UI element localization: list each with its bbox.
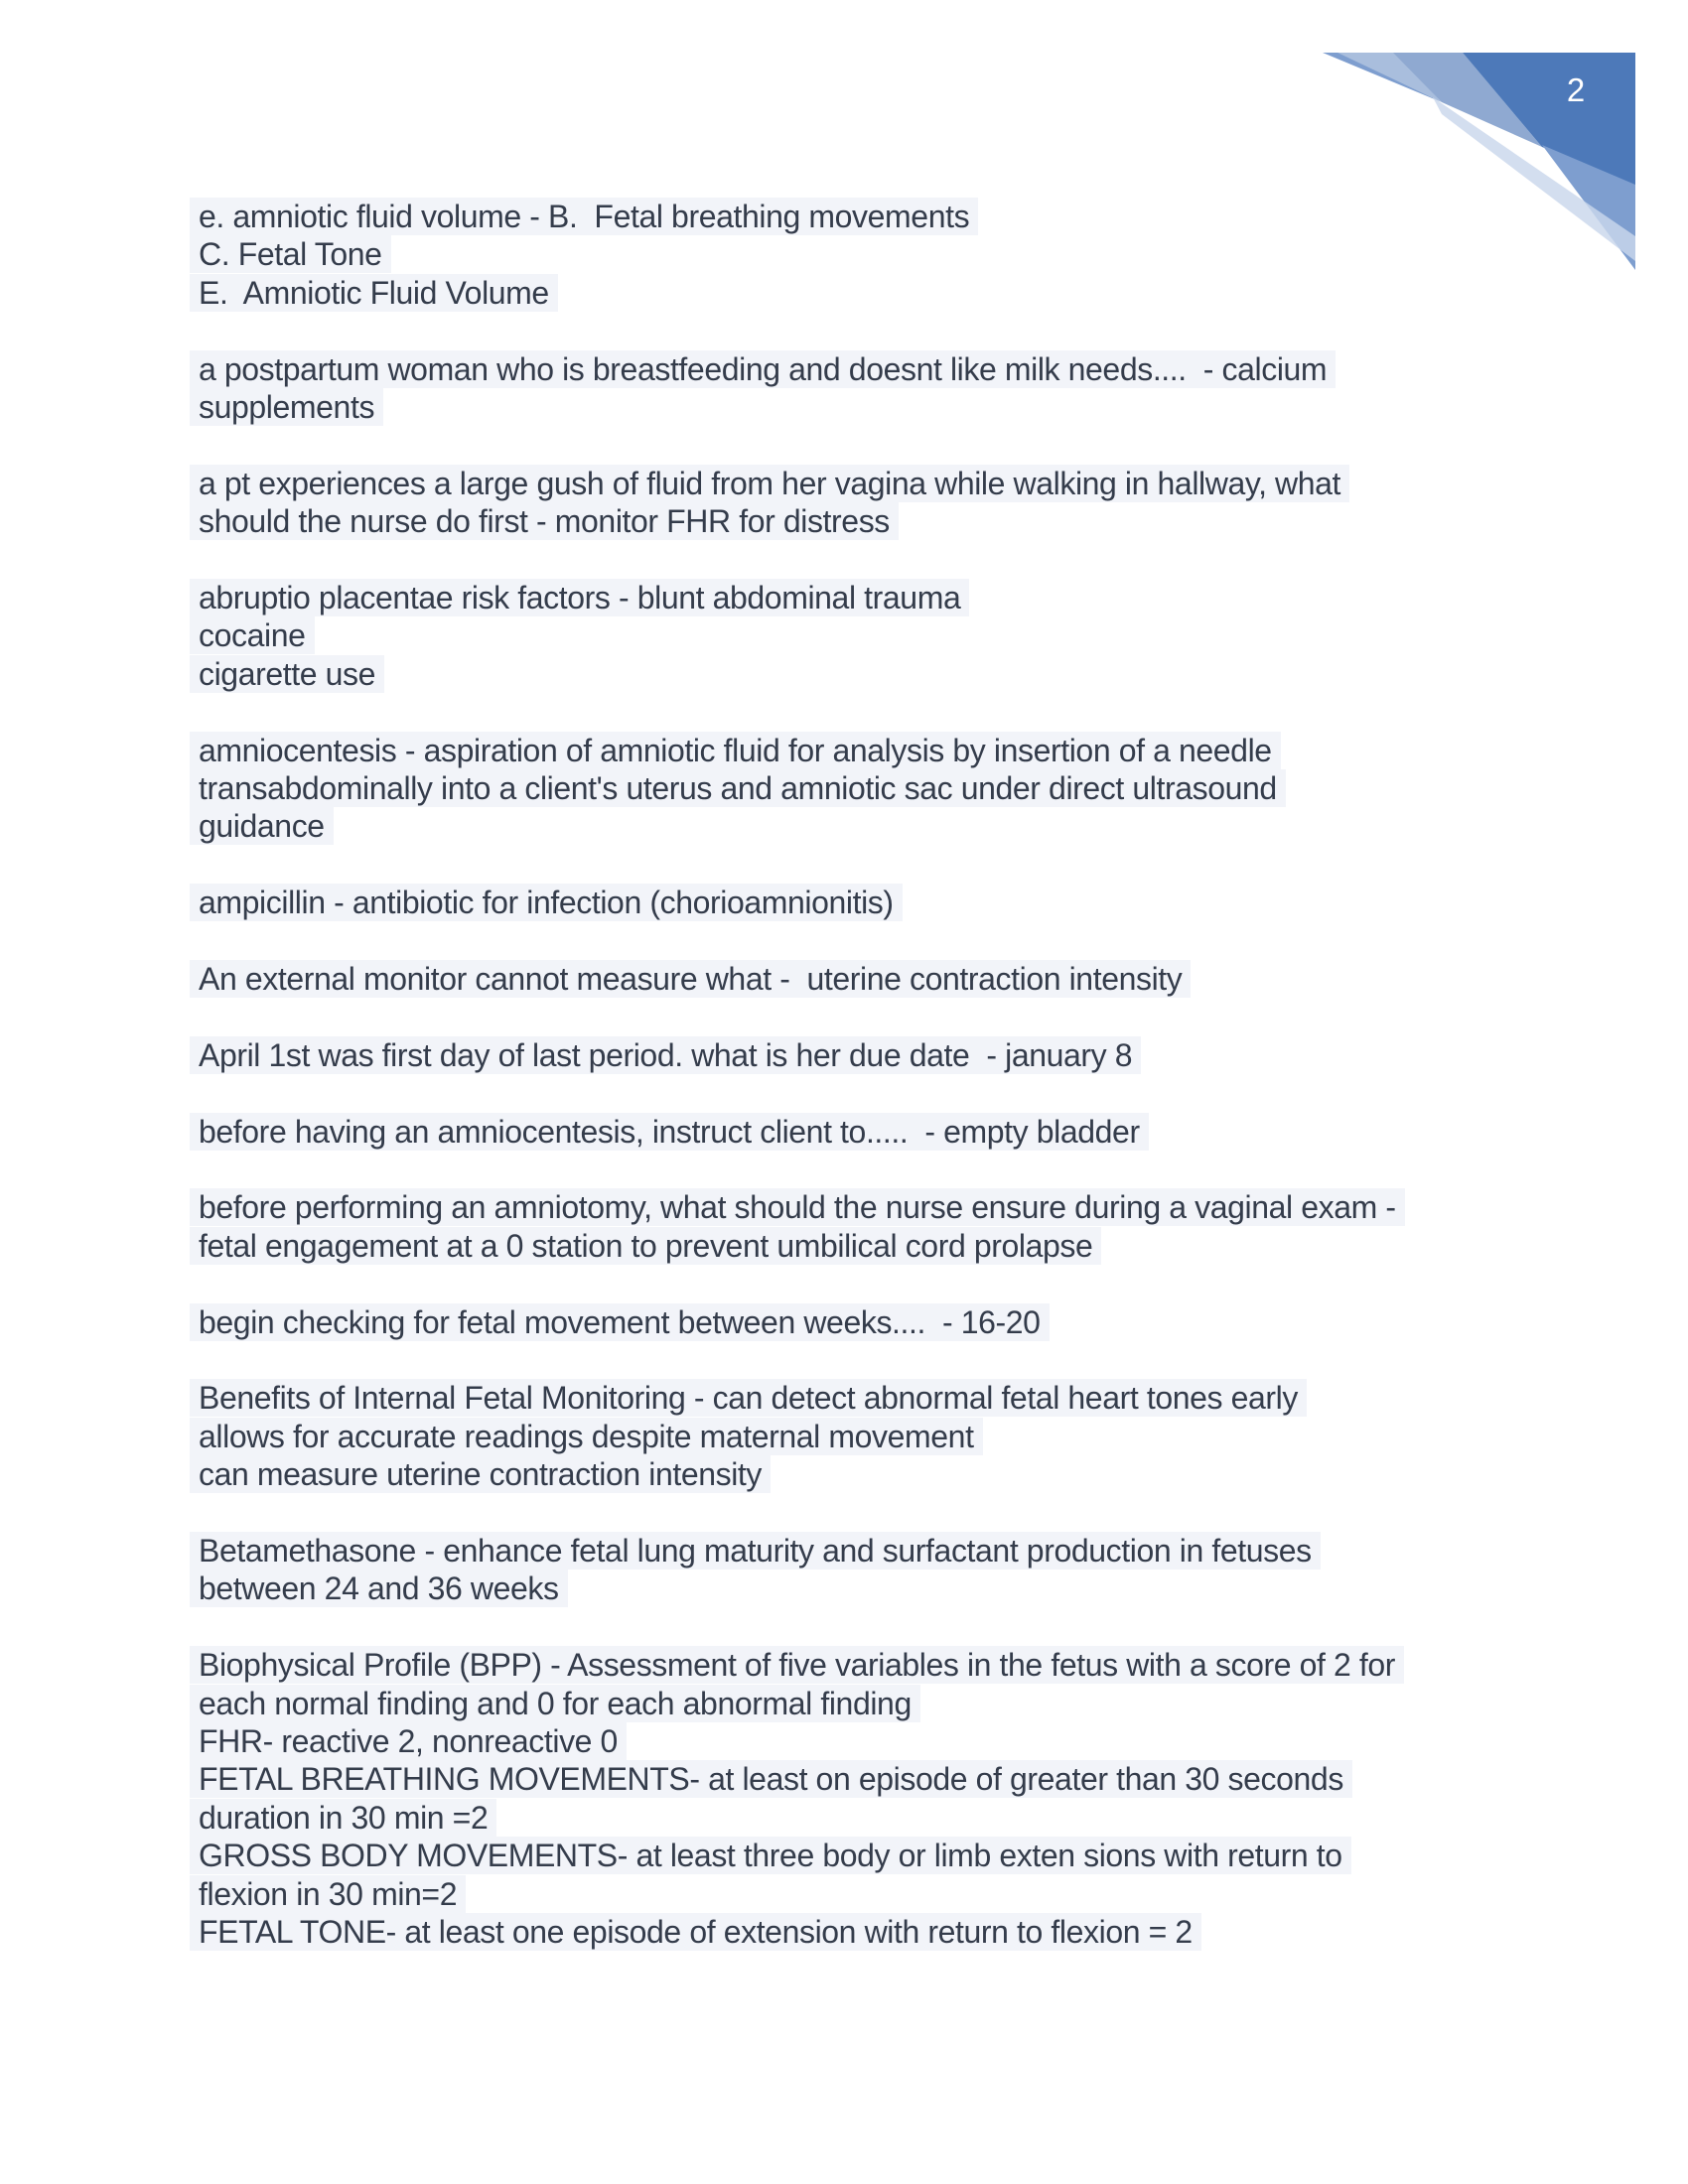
text-block [199,465,1396,541]
highlighted-text: each normal finding and 0 for each abnormal finding [199,1685,912,1721]
highlighted-text: allows for accurate readings despite maternal movement [199,1418,974,1454]
highlighted-text: a postpartum woman who is breastfeeding and doesnt like milk needs.... - calcium [199,350,1328,387]
highlighted-text: Betamethasone - enhance fetal lung maturity and surfactant production in fetuses [199,1533,1312,1570]
text-block [199,1532,1396,1608]
highlighted-text: before having an amniocentesis, instruct client to..... - empty bladder [199,1113,1140,1150]
text-line [199,884,1396,921]
highlighted-text: begin checking for fetal movement between weeks.... - 16-20 [199,1303,1041,1340]
text-line [199,1227,1396,1265]
text-line [199,388,1396,426]
text-line [199,502,1396,540]
highlighted-text: April 1st was first day of last period. what is her due date - january 8 [199,1036,1133,1073]
highlighted-text: amniocentesis - aspiration of amniotic fluid for analysis by insertion of a needle [199,732,1272,768]
highlighted-text: duration in 30 min =2 [199,1799,489,1836]
highlighted-text: should the nurse do first - monitor FHR for distress [199,503,890,540]
highlighted-text: E. Amniotic Fluid Volume [199,274,549,311]
text-line [199,807,1396,845]
highlighted-text: GROSS BODY MOVEMENTS- at least three body or limb exten sions with return to [199,1838,1342,1874]
text-block [199,884,1396,921]
highlighted-text: can measure uterine contraction intensity [199,1456,763,1493]
highlighted-text: transabdominally into a client's uterus and amniotic sac under direct ultrasound [199,770,1277,807]
highlighted-text: FHR- reactive 2, nonreactive 0 [199,1723,618,1760]
highlighted-text: a pt experiences a large gush of fluid from her vagina while walking in hallway, what [199,465,1341,501]
text-block [199,198,1396,312]
text-line [199,1837,1396,1874]
text-block [199,1188,1396,1265]
highlighted-text: e. amniotic fluid volume - B. Fetal breathing movements [199,199,970,234]
highlighted-text: Benefits of Internal Fetal Monitoring - can detect abnormal fetal heart tones early [199,1380,1298,1417]
text-line [199,1722,1396,1760]
text-block [199,732,1396,846]
text-block [199,1379,1396,1493]
text-line [199,1570,1396,1607]
highlighted-text: cigarette use [199,655,376,692]
page-number: 2 [1566,71,1586,108]
text-line [199,1379,1396,1417]
highlighted-text: An external monitor cannot measure what - uterine contraction intensity [199,961,1183,998]
highlighted-text: FETAL BREATHING MOVEMENTS- at least on episode of greater than 30 seconds [199,1761,1343,1798]
highlighted-text: guidance [199,808,325,845]
text-line [199,769,1396,807]
text-line [199,960,1396,998]
text-line [199,1303,1396,1341]
highlighted-text: abruptio placentae risk factors - blunt abdominal trauma [199,580,961,616]
text-block [199,579,1396,693]
text-line [199,1760,1396,1798]
text-block [199,960,1396,998]
text-line [199,655,1396,693]
text-line [199,616,1396,654]
text-line [199,465,1396,502]
highlighted-text: C. Fetal Tone [199,236,382,273]
text-line [199,1455,1396,1493]
highlighted-text: ampicillin - antibiotic for infection (chorioamnionitis) [199,885,894,921]
text-line [199,1188,1396,1226]
highlighted-text: flexion in 30 min=2 [199,1875,458,1912]
highlighted-text: Biophysical Profile (BPP) - Assessment of five variables in the fetus with a score of 2 for [199,1647,1396,1684]
highlighted-text: between 24 and 36 weeks [199,1570,559,1607]
text-line [199,1685,1396,1722]
highlighted-text: supplements [199,389,375,426]
text-line [199,350,1396,388]
text-line [199,1113,1396,1151]
text-block [199,1036,1396,1074]
text-line [199,1646,1396,1684]
text-line [199,579,1396,616]
text-line [199,198,1396,235]
text-block [199,1646,1396,1951]
highlighted-text: fetal engagement at a 0 station to prevent umbilical cord prolapse [199,1227,1093,1264]
text-line [199,1532,1396,1570]
text-line [199,1036,1396,1074]
text-line [199,732,1396,769]
highlighted-text: before performing an amniotomy, what should the nurse ensure during a vaginal exam - [199,1189,1396,1226]
text-blocks [199,198,1396,1989]
text-line [199,1799,1396,1837]
highlighted-text: FETAL TONE- at least one episode of extension with return to flexion = 2 [199,1914,1193,1951]
text-line [199,1418,1396,1455]
text-line [199,1913,1396,1951]
text-block [199,1303,1396,1341]
highlighted-text: cocaine [199,617,306,654]
text-block [199,1113,1396,1151]
text-line [199,1875,1396,1913]
text-block [199,350,1396,427]
text-line [199,274,1396,312]
text-line [199,235,1396,273]
